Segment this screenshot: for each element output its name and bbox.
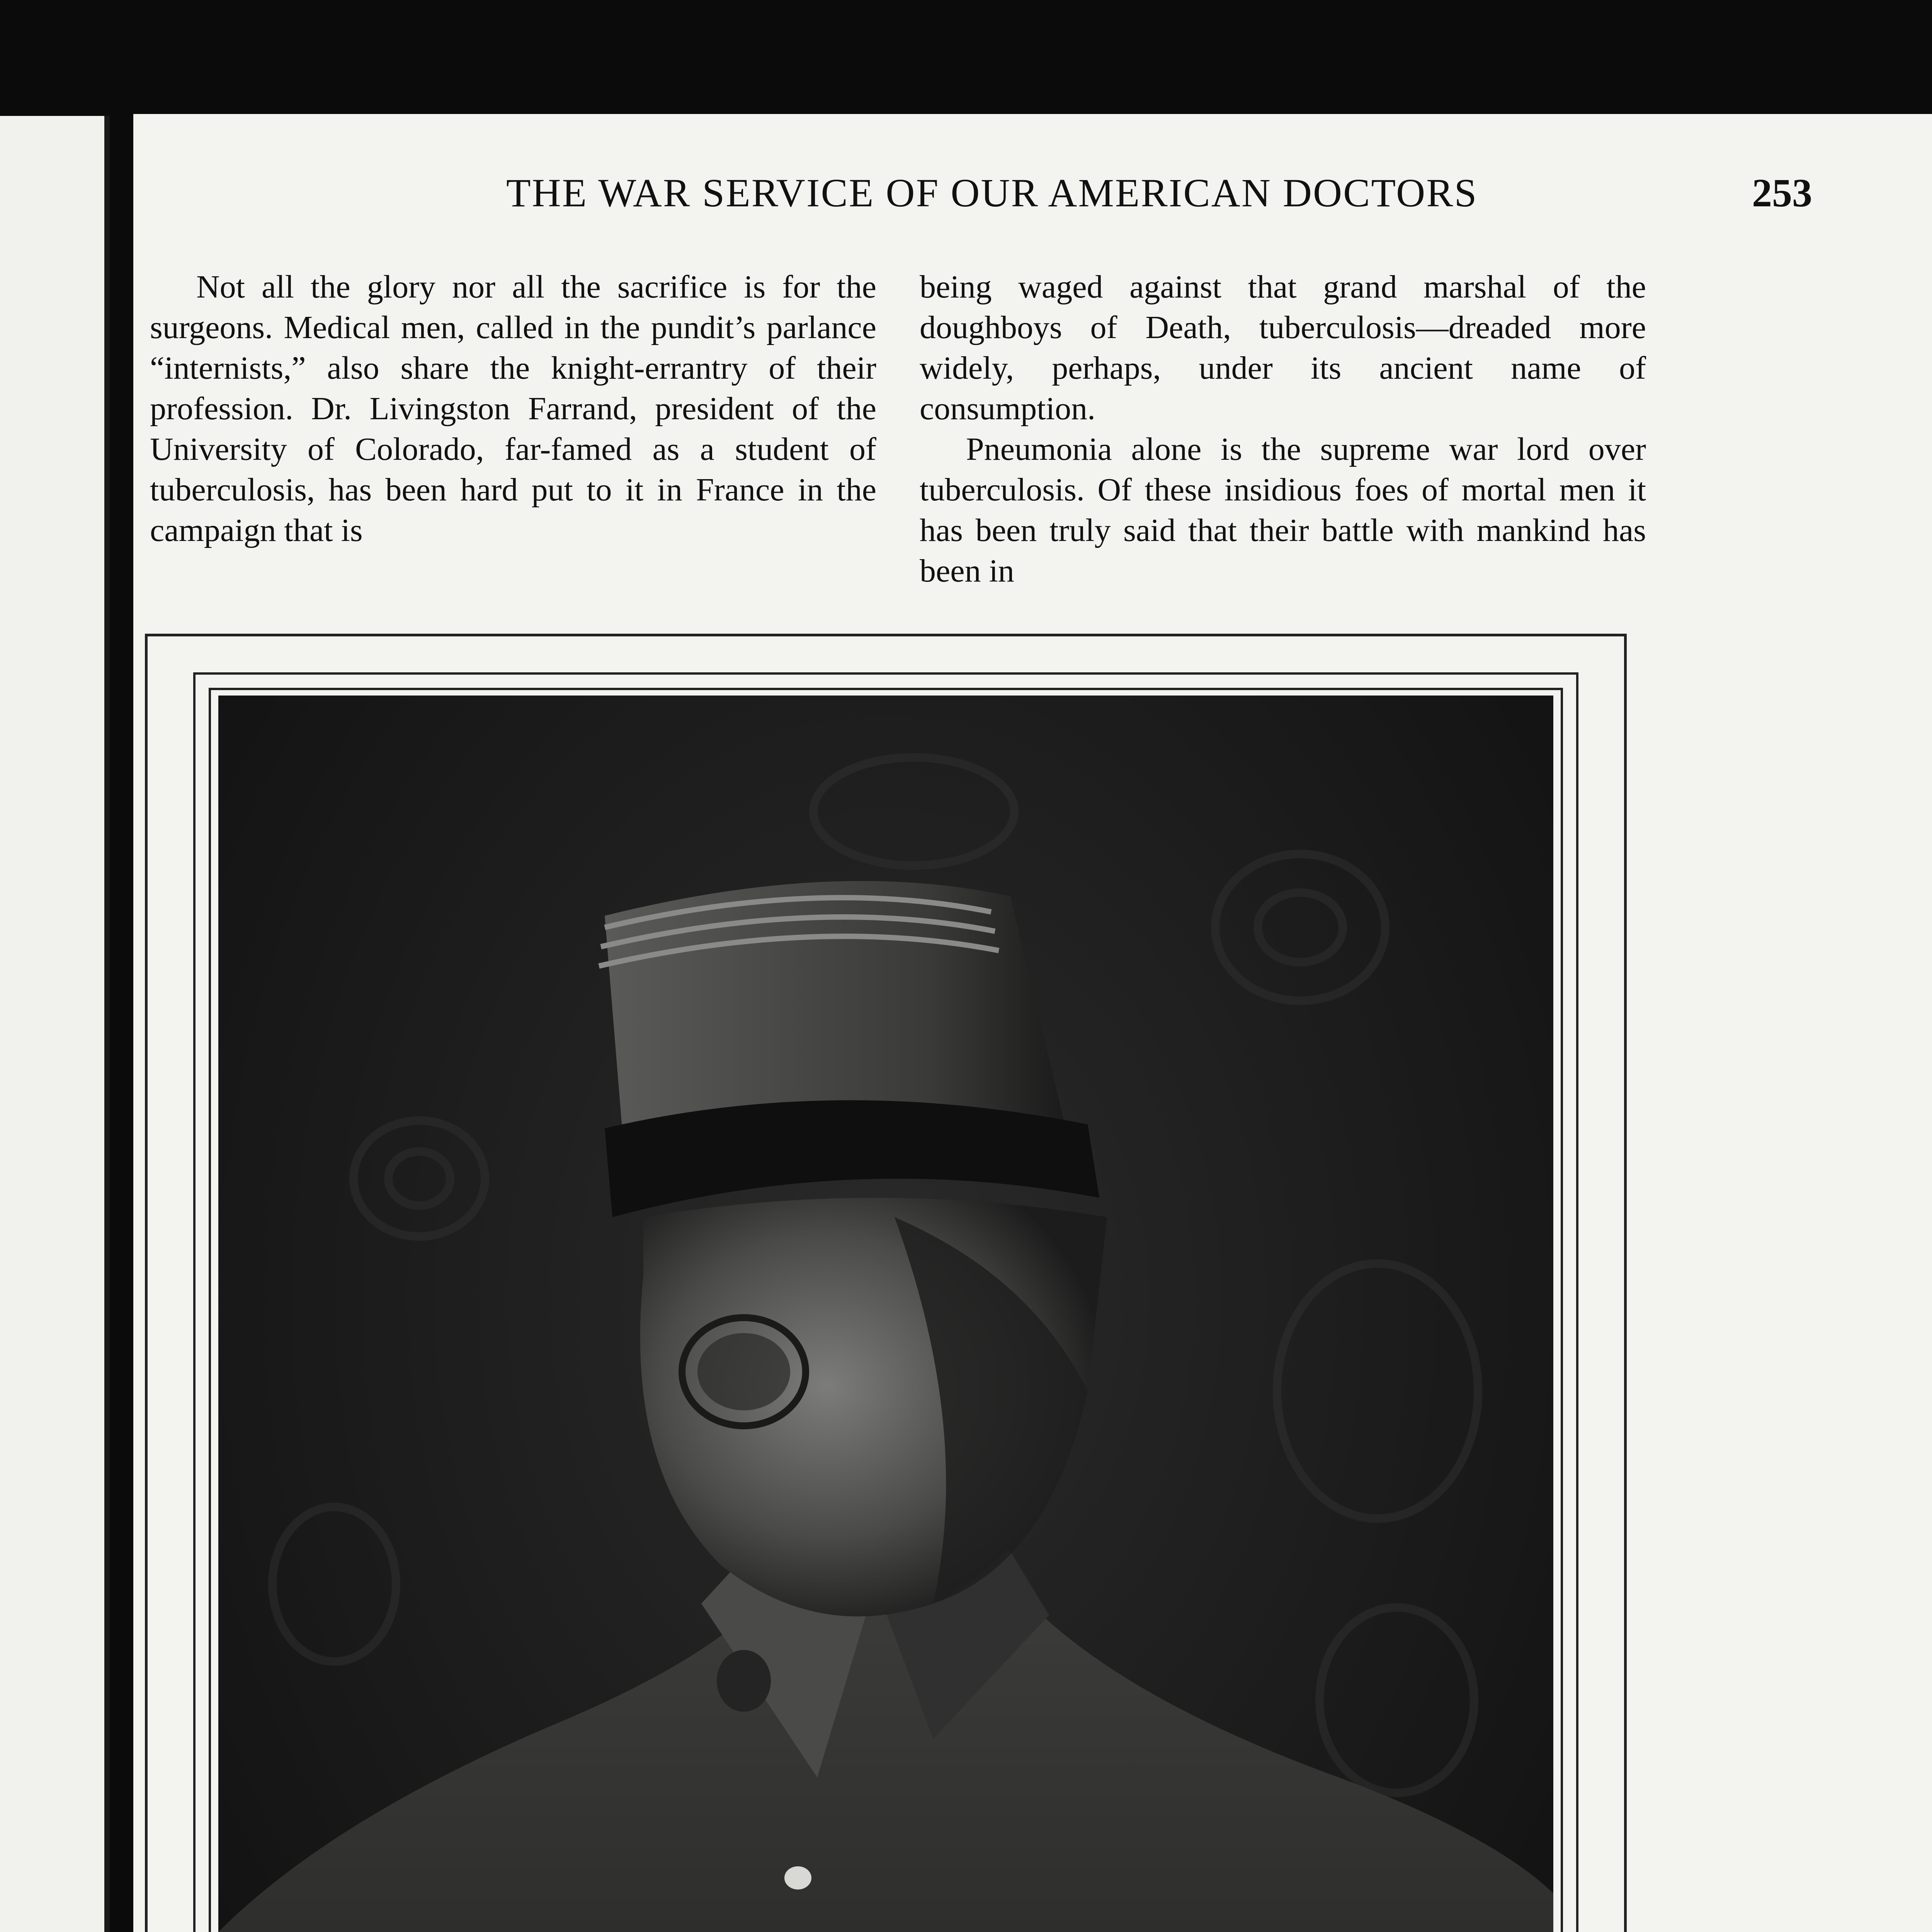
page-number: 253 <box>1752 171 1812 215</box>
paragraph-continued: being waged against that grand marshal of the doughboys of Death, tuberculosis—dreaded more widely, perhaps, under its ancient name of consumption. <box>920 269 1646 427</box>
portrait-photograph <box>218 696 1553 1932</box>
facing-page-edge <box>0 116 110 1932</box>
text-column-left <box>150 267 876 551</box>
paragraph: Not all the glory nor all the sacrifice is for the surgeons. Medical men, called in the pundit’s parlance “internists,” also share the knight-errantry of their profession. Dr. Livingston Farrand, president of the University of Colorado, far-famed as a student of tuberculosis, has been hard put to it in France in the campaign that is <box>150 269 876 548</box>
text-column-right <box>920 267 1646 591</box>
running-header <box>344 170 1812 228</box>
portrait-illustration <box>218 696 1553 1932</box>
running-title: THE WAR SERVICE OF OUR AMERICAN DOCTORS <box>506 171 1478 215</box>
paragraph: Pneumonia alone is the supreme war lord over tuberculosis. Of these insidious foes of mortal men it has been truly said that their battle with mankind has been in <box>920 431 1646 589</box>
